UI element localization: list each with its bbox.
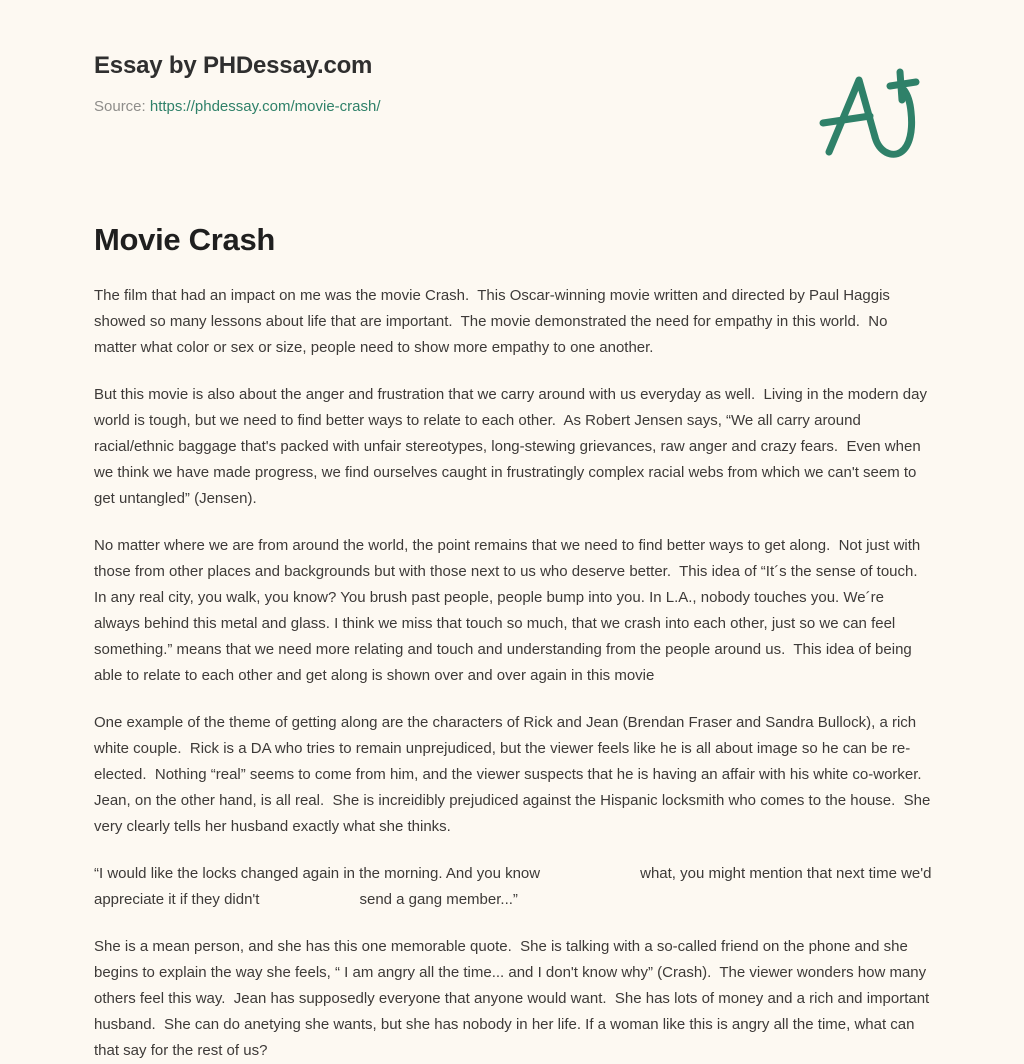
paragraph: No matter where we are from around the world, the point remains that we need to find better ways to get along. Not just with those from other places and backgrounds but with those next to us who deserve better. This idea of “It´s the sense of touch. In any real city, you walk, you know? You brush past people, people bump into you. In L.A., nobody touches you. We´re always behind this metal and glass. I think we miss that touch so much, that we crash into each other, just so we can feel something.” means that we need more relating and touch and understanding from the people around us. This idea of being able to relate to each other and get along is shown over and over again in this movie [94,537,925,684]
paragraph: But this movie is also about the anger and frustration that we carry around with us everyday as well. Living in the modern day world is tough, but we need to find better ways to relate to each other. As Robert Jensen says, “We all carry around racial/ethnic baggage that's packed with unfair stereotypes, long-stewing grievances, raw anger and crazy fears. Even when we think we have made progress, we find ourselves caught in frustratingly complex racial webs from which we can't seem to get untangled” (Jensen). [94,386,932,507]
page-title: Movie Crash [94,222,276,257]
essay-body [94,283,936,1064]
blockquote-paragraph: “I would like the locks changed again in the morning. And you know what, you might mention that next time we'd appreciate it if they didn't send a gang member...” [94,865,936,908]
source-line [94,97,794,117]
paragraph: The film that had an impact on me was the movie Crash. This Oscar-winning movie written and directed by Paul Haggis showed so many lessons about life that are important. The movie demonstrated the need for empathy in this world. No matter what color or sex or size, people need to show more empathy to one another. [94,287,895,356]
source-url-link[interactable]: https://phdessay.com/movie-crash/ [149,97,381,115]
source-label: Source: [94,97,146,115]
page-header [94,52,794,116]
paragraph: She is a mean person, and she has this one memorable quote. She is talking with a so-called friend on the phone and she begins to explain the way she feels, “ I am angry all the time... and I don't know why” (Crash). The viewer wonders how many others feel this way. Jean has supposedly everyone that anyone would want. She has lots of money and a rich and important husband. She can do anetying she wants, but she has nobody in her life. If a woman like this is angry all the time, what can that say for the rest of us? [94,938,934,1059]
a-plus-logo-icon [812,60,928,168]
paragraph: One example of the theme of getting along are the characters of Rick and Jean (Brendan Fraser and Sandra Bullock), a rich white couple. Rick is a DA who tries to remain unprejudiced, but the viewer feels like he is all about image so he can be re-elected. Nothing “real” seems to come from him, and the viewer suspects that he is having an affair with his white co-worker. Jean, on the other hand, is all real. She is increidibly prejudiced against the Hispanic locksmith who comes to the house. She very clearly tells her husband exactly what she thinks. [94,714,935,835]
brand-title: Essay by PHDessay.com [94,52,373,79]
